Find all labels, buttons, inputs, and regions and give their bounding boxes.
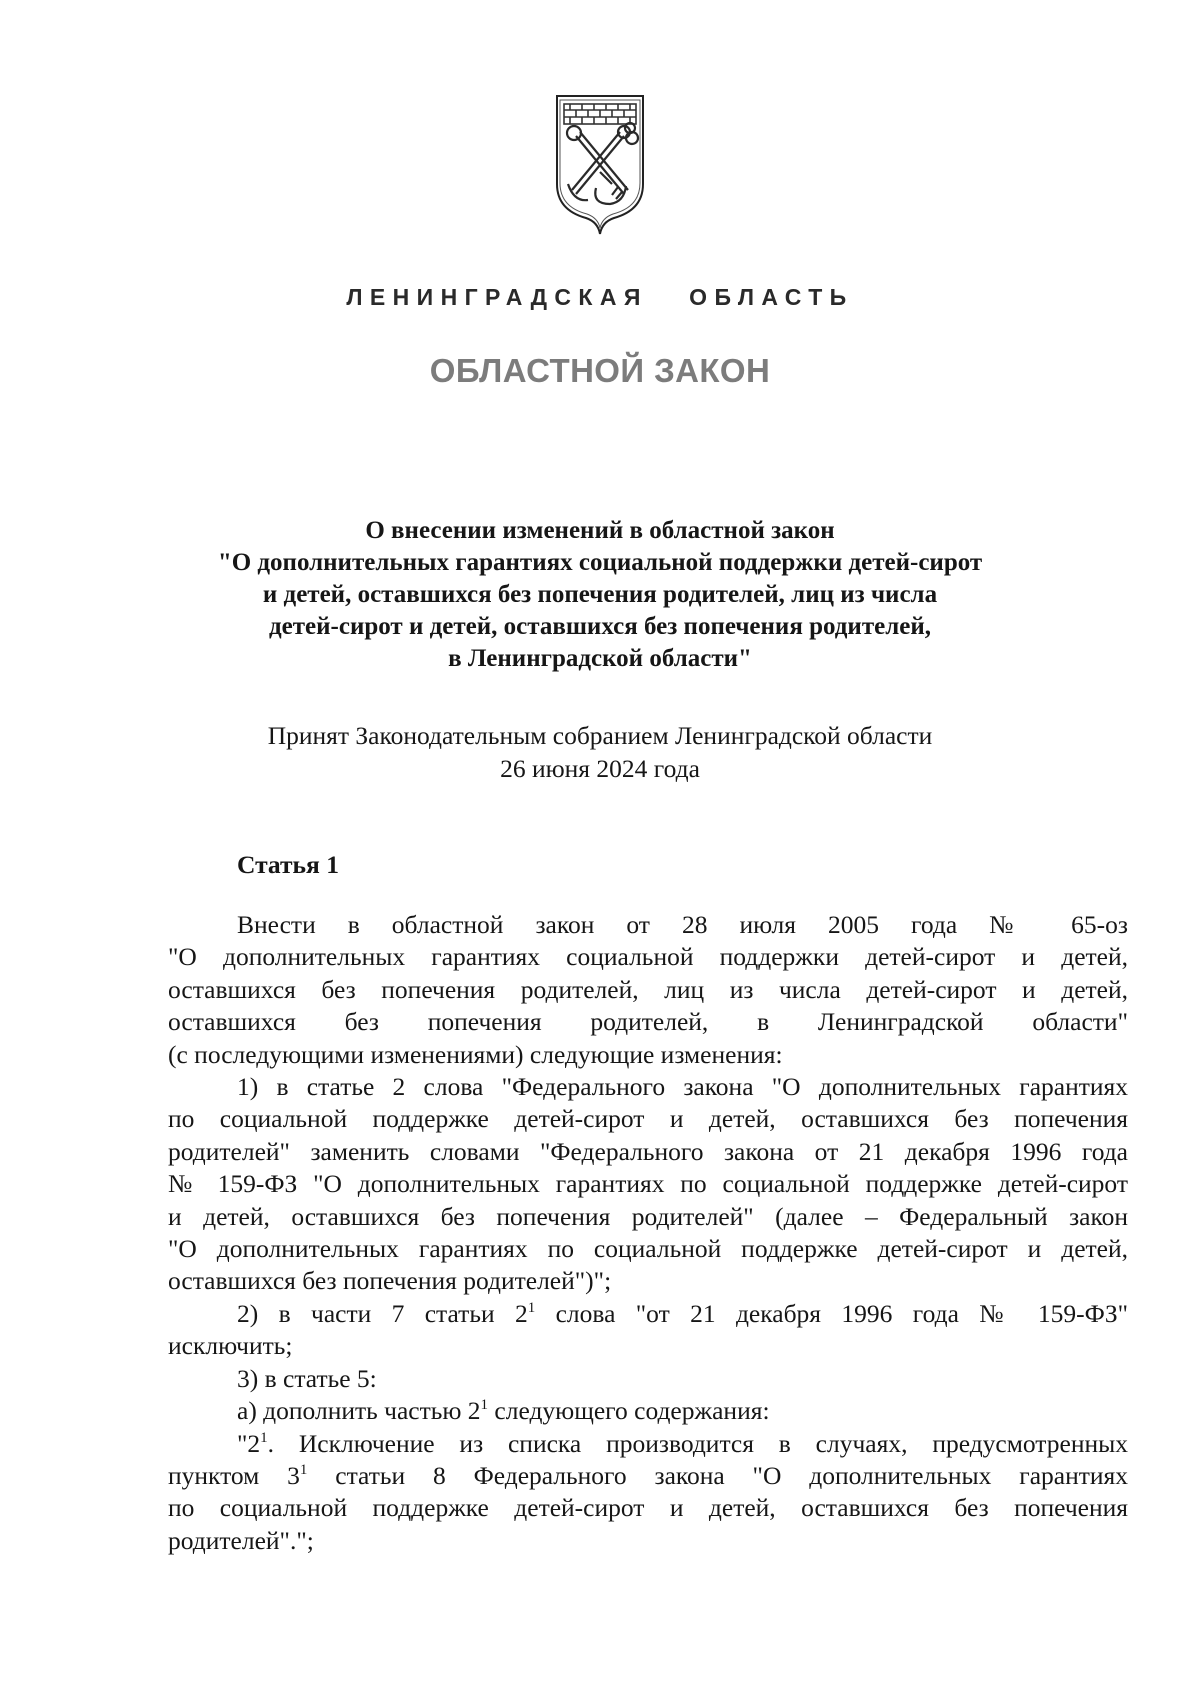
superscript: 1 <box>480 1397 489 1414</box>
quote-text: . Исключение из списка производится в случаях, предусмотренных <box>267 1428 1128 1458</box>
item-1-line: родителей" заменить словами "Федерального закона от 21 декабря 1996 года <box>168 1136 1128 1166</box>
quote-text: статьи 8 Федерального закона "О дополнительных гарантиях <box>307 1460 1128 1490</box>
coat-of-arms-emblem <box>552 92 648 238</box>
intro-line: (с последующими изменениями) следующие изменения: <box>168 1039 783 1069</box>
item-1-line: № 159-ФЗ "О дополнительных гарантиях по социальной поддержке детей-сирот <box>168 1169 1128 1199</box>
adoption-date: 26 июня 2024 года <box>500 754 700 783</box>
item-1-line: "О дополнительных гарантиях по социальной поддержке детей-сирот и детей, <box>168 1234 1128 1264</box>
item-2-line <box>168 1298 1128 1330</box>
quote-line <box>168 1460 1128 1492</box>
quote-line: родителей"."; <box>168 1525 314 1555</box>
superscript: 1 <box>260 1429 268 1446</box>
law-title-line: О внесении изменений в областной закон <box>365 517 835 544</box>
article-heading: Статья 1 <box>237 850 339 879</box>
law-title-line: и детей, оставшихся без попечения родителей, лиц из числа <box>262 581 938 608</box>
intro-line: Внести в областной закон от 28 июля 2005 года № 65-оз <box>237 910 1128 939</box>
superscript: 1 <box>299 1461 308 1478</box>
quote-line: по социальной поддержке детей-сирот и детей, оставшихся без попечения <box>168 1493 1128 1523</box>
item-1-line: 1) в статье 2 слова "Федерального закона "О дополнительных гарантиях <box>237 1072 1128 1102</box>
intro-line: "О дополнительных гарантиях социальной поддержки детей-сирот и детей, <box>168 942 1128 972</box>
intro-line: оставшихся без попечения родителей, в Ленинградской области" <box>168 1007 1128 1037</box>
subitem-a-text: а) дополнить частью 2 <box>237 1396 481 1426</box>
intro-line: оставшихся без попечения родителей, лиц из числа детей-сирот и детей, <box>168 974 1128 1004</box>
item-2-line: исключить; <box>168 1331 293 1361</box>
law-title-line: в Ленинградской области" <box>448 645 752 672</box>
item-1-line: оставшихся без попечения родителей")"; <box>168 1266 612 1296</box>
article-body <box>168 909 1128 1557</box>
quote-line <box>168 1428 1128 1460</box>
adoption-body: Принят Законодательным собранием Ленинградской области <box>267 721 933 750</box>
region-name: ЛЕНИНГРАДСКАЯ ОБЛАСТЬ <box>346 284 854 310</box>
adoption-note <box>0 719 1200 785</box>
item-1-line: по социальной поддержке детей-сирот и детей, оставшихся без попечения <box>168 1104 1128 1134</box>
law-title-line: "О дополнительных гарантиях социальной поддержки детей-сирот <box>217 549 983 576</box>
document-type: ОБЛАСТНОЙ ЗАКОН <box>429 352 771 389</box>
quote-text: "2 <box>237 1428 261 1458</box>
quote-text: пунктом 3 <box>168 1460 300 1490</box>
superscript: 1 <box>527 1299 536 1316</box>
subitem-a-text: следующего содержания: <box>488 1396 770 1426</box>
item-2-text: слова "от 21 декабря 1996 года № 159-ФЗ" <box>535 1298 1128 1328</box>
subitem-a-line <box>168 1395 1128 1427</box>
item-3-line: 3) в статье 5: <box>237 1363 377 1393</box>
item-2-text: 2) в части 7 статьи 2 <box>237 1298 528 1328</box>
item-1-line: и детей, оставшихся без попечения родителей" (далее – Федеральный закон <box>168 1201 1128 1231</box>
law-title <box>0 515 1200 675</box>
law-title-line: детей-сирот и детей, оставшихся без попечения родителей, <box>269 613 931 640</box>
